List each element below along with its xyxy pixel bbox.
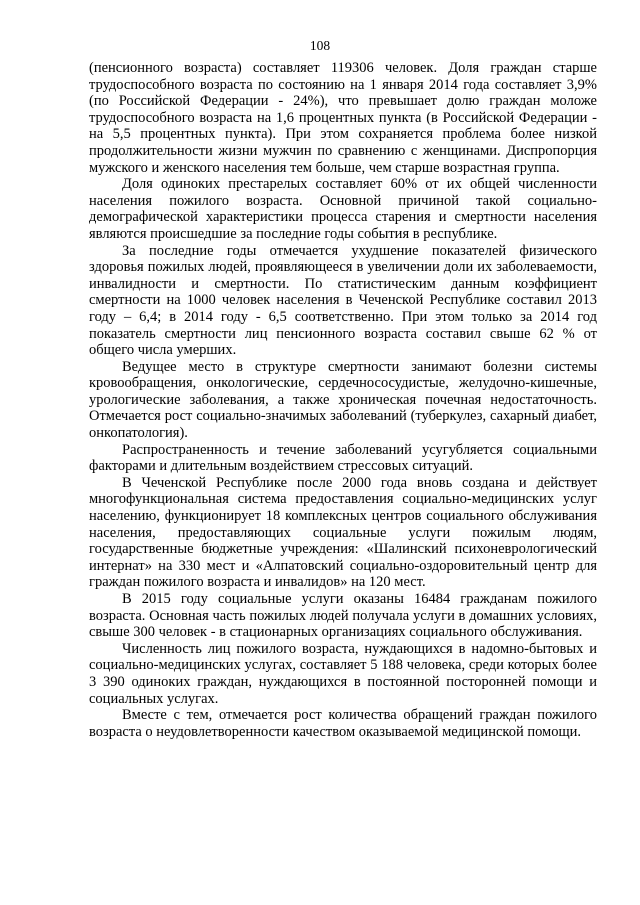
paragraph: Вместе с тем, отмечается рост количества обращений граждан пожилого возраста о неудовлетворенности качеством оказываемой медицинской помощи. — [89, 707, 597, 740]
page-number: 108 — [309, 38, 331, 53]
paragraph: Ведущее место в структуре смертности занимают болезни системы кровообращения, онкологические, сердечнососудистые, желудочно-кишечные, урологические заболевания, а также хроническая почечная недостаточность. Отмечается рост социально-значимых заболеваний (туберкулез, сахарный диабет, онкопатология). — [89, 358, 597, 442]
paragraph: В 2015 году социальные услуги оказаны 16484 гражданам пожилого возраста. Основная часть пожилых людей получала услуги в домашних условиях, свыше 300 человек - в стационарных организациях социального обслуживания. — [89, 591, 597, 641]
paragraph: За последние годы отмечается ухудшение показателей физического здоровья пожилых людей, проявляющееся в увеличении доли их заболеваемости, инвалидности и смертности. По статистическим данным коэффициент смертности на 1000 человек населения в Чеченской Республике составил 2013 году – 6,4; в 2014 году - 6,5 соответственно. При этом только за 2014 год показатель смертности лиц пенсионного возраста составил свыше 62 % от общего числа умерших. — [89, 242, 597, 359]
paragraph: В Чеченской Республике после 2000 года вновь создана и действует многофункциональная система предоставления социально-медицинских услуг населению, функционирует 18 комплексных центров социального обслуживания населения, предоставляющих социальные услуги пожилым людям, государственные бюджетные учреждения: «Шалинский психоневрологический интернат» на 330 мест и «Алпатовский социально-оздоровительный центр для граждан пожилого возраста и инвалидов» на 120 мест. — [89, 474, 597, 591]
paragraph: Численность лиц пожилого возраста, нуждающихся в надомно-бытовых и социально-медицинских услугах, составляет 5 188 человека, среди которых более 3 390 одиноких граждан, нуждающихся в постоянной посторонней помощи и социальных услугах. — [89, 640, 597, 707]
document-body — [89, 60, 597, 740]
paragraph: Распространенность и течение заболеваний усугубляется социальными факторами и длительным воздействием стрессовых ситуаций. — [89, 441, 597, 475]
paragraph: Доля одиноких престарелых составляет 60% от их общей численности населения пожилого возраста. Основной причиной такой социально-демографической характеристики процесса старения и смертности населения являются происшедшие за последние годы события в республике. — [89, 176, 597, 242]
paragraph-continuation: (пенсионного возраста) составляет 119306 человек. Доля граждан старше трудоспособного возраста по состоянию на 1 января 2014 года составляет 3,9% (по Российской Федерации - 24%), что превышает долю граждан моложе трудоспособного возраста на 1,6 процентных пункта (в Российской Федерации - на 5,5 процентных пункта). При этом сохраняется проблема более низкой продолжительности жизни мужчин по сравнению с женщинами. Диспропорция мужского и женского населения тем больше, чем старше возрастная группа. — [89, 60, 597, 176]
